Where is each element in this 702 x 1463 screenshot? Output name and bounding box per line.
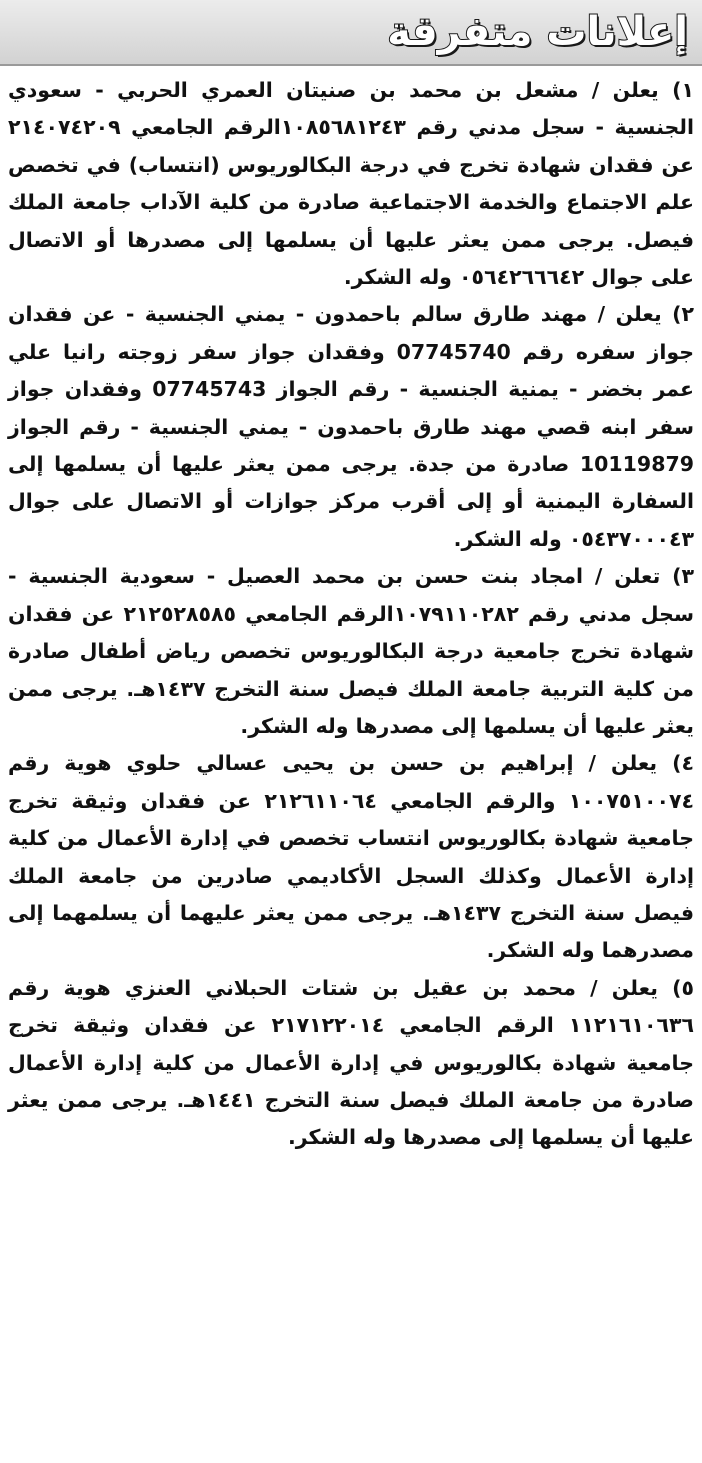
section-title: إعلانات متفرقة [387, 9, 688, 55]
section-header [0, 0, 702, 66]
ad-number: ٤) [657, 751, 694, 776]
ad-text: يعلن / مهند طارق سالم باحمدون - يمني الجنسية - عن فقدان جواز سفره رقم 07745740 وفقدان جواز سفر زوجته رانيا علي عمر بخضر - يمنية الجنسية - رقم الجواز 07745743 وفقدان جواز سفر ابنه قصي مهند طارق باحمدون - يمني الجنسية - رقم الجواز 10119879 صادرة من جدة. يرجى ممن يعثر عليها أن يسلمها إلى السفارة اليمنية أو إلى أقرب مركز جوازات أو الاتصال على جوال ٠٥٤٣٧٠٠٠٤٣ وله الشكر. [8, 302, 695, 551]
ad-text: يعلن / إبراهيم بن حسن بن يحيى عسالي حلوي هوية رقم ١٠٠٧٥١٠٠٧٤ والرقم الجامعي ٢١٢٦١١٠٦٤ عن فقدان وثيقة تخرج جامعية شهادة بكالوريوس انتساب تخصص في إدارة الأعمال من كلية إدارة الأعمال وكذلك السجل الأكاديمي صادرين من جامعة الملك فيصل سنة التخرج ١٤٣٧هـ. يرجى ممن يعثر عليهما أن يسلمهما إلى مصدرهما وله الشكر. [8, 751, 694, 963]
classified-ad-1 [8, 72, 694, 296]
classified-ad-2 [8, 296, 694, 558]
ad-text: يعلن / مشعل بن محمد بن صنيتان العمري الحربي - سعودي الجنسية - سجل مدني رقم ١٠٨٥٦٨١٢٤٣الرقم الجامعي ٢١٤٠٧٤٢٠٩ عن فقدان شهادة تخرج في درجة البكالوريوس (انتساب) في تخصص علم الاجتماع والخدمة الاجتماعية صادرة من كلية الآداب جامعة الملك فيصل. يرجى ممن يعثر عليها أن يسلمها إلى مصدرها أو الاتصال على جوال ٠٥٦٤٢٦٦٦٤٢ وله الشكر. [8, 78, 694, 290]
ad-text: تعلن / امجاد بنت حسن بن محمد العصيل - سعودية الجنسية - سجل مدني رقم ١٠٧٩١١٠٢٨٢الرقم الجامعي ٢١٢٥٢٨٥٨٥ عن فقدان شهادة تخرج جامعية درجة البكالوريوس تخصص رياض أطفال صادرة من كلية التربية جامعة الملك فيصل سنة التخرج ١٤٣٧هـ. يرجى ممن يعثر عليها أن يسلمها إلى مصدرها وله الشكر. [8, 564, 695, 738]
ad-number: ١) [658, 78, 694, 102]
classified-ads-column [8, 72, 694, 1157]
ad-number: ٥) [657, 975, 694, 1000]
classified-ad-5 [8, 970, 694, 1157]
classified-ad-4 [8, 745, 694, 969]
classified-ad-3 [8, 558, 694, 745]
ad-text: يعلن / محمد بن عقيل بن شتات الحبلاني العنزي هوية رقم ١١٢١٦١٠٦٣٦ الرقم الجامعي ٢١٧١٢٢٠١٤ عن فقدان وثيقة تخرج جامعية شهادة بكالوريوس في إدارة الأعمال من كلية إدارة الأعمال صادرة من جامعة الملك فيصل سنة التخرج ١٤٤١هـ. يرجى ممن يعثر عليها أن يسلمها إلى مصدرها وله الشكر. [8, 975, 694, 1150]
ad-number: ٣) [660, 564, 695, 589]
ad-number: ٢) [661, 302, 694, 327]
